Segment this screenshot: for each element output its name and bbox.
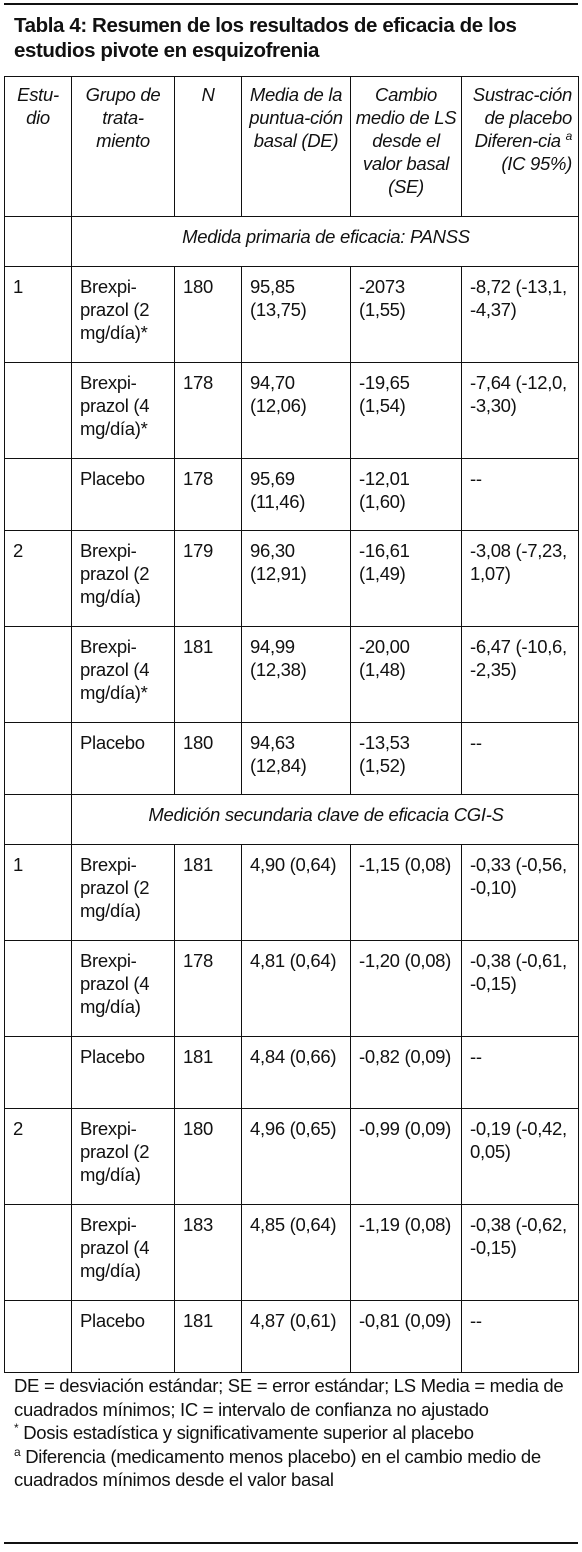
- cell-n: 178: [175, 941, 242, 1037]
- cell-n: 181: [175, 627, 242, 723]
- footnote-star: [14, 1421, 570, 1445]
- table-row: [5, 267, 579, 363]
- section-blank-cell: [5, 217, 72, 267]
- cell-n: 179: [175, 531, 242, 627]
- table-row: [5, 723, 579, 795]
- table-row: [5, 531, 579, 627]
- cell-grupo: Brexpi-prazol (2 mg/día): [72, 1109, 175, 1205]
- cell-media: 4,96 (0,65): [242, 1109, 351, 1205]
- section-label: Medida primaria de eficacia: PANSS: [72, 217, 579, 267]
- table-footnotes: [4, 1368, 578, 1544]
- footnote-a: [14, 1445, 570, 1492]
- cell-n: 178: [175, 459, 242, 531]
- cell-estudio: [5, 459, 72, 531]
- header-sustraccion-ci: (IC 95%): [501, 153, 572, 174]
- cell-cambio: -1,15 (0,08): [351, 845, 462, 941]
- cell-grupo: Brexpi-prazol (2 mg/día)*: [72, 267, 175, 363]
- cell-estudio: 1: [5, 267, 72, 363]
- cell-estudio: [5, 627, 72, 723]
- cell-estudio: [5, 363, 72, 459]
- cell-media: 4,87 (0,61): [242, 1301, 351, 1373]
- header-sustraccion: [462, 77, 579, 217]
- cell-dif: --: [462, 1301, 579, 1373]
- cell-grupo: Brexpi-prazol (4 mg/día)*: [72, 627, 175, 723]
- cell-media: 96,30 (12,91): [242, 531, 351, 627]
- cell-n: 181: [175, 1037, 242, 1109]
- cell-dif: --: [462, 1037, 579, 1109]
- section-label: Medición secundaria clave de eficacia CGI-S: [72, 795, 579, 845]
- cell-media: 4,90 (0,64): [242, 845, 351, 941]
- cell-cambio: -16,61 (1,49): [351, 531, 462, 627]
- cell-estudio: 2: [5, 531, 72, 627]
- cell-grupo: Brexpi-prazol (2 mg/día): [72, 845, 175, 941]
- cell-grupo: Brexpi-prazol (2 mg/día): [72, 531, 175, 627]
- cell-cambio: -0,81 (0,09): [351, 1301, 462, 1373]
- section-row: [5, 795, 579, 845]
- table-row: [5, 459, 579, 531]
- cell-estudio: [5, 941, 72, 1037]
- cell-cambio: -2073 (1,55): [351, 267, 462, 363]
- cell-n: 183: [175, 1205, 242, 1301]
- cell-media: 4,81 (0,64): [242, 941, 351, 1037]
- cell-media: 94,99 (12,38): [242, 627, 351, 723]
- cell-cambio: -1,19 (0,08): [351, 1205, 462, 1301]
- header-n: N: [175, 77, 242, 217]
- cell-media: 95,69 (11,46): [242, 459, 351, 531]
- cell-estudio: [5, 723, 72, 795]
- table-row: [5, 1109, 579, 1205]
- cell-dif: --: [462, 459, 579, 531]
- cell-grupo: Placebo: [72, 1301, 175, 1373]
- header-sustraccion-footnote-mark: a: [565, 128, 572, 143]
- table-row: [5, 1301, 579, 1373]
- header-media-basal: Media de la puntua-ción basal (DE): [242, 77, 351, 217]
- cell-dif: -0,33 (-0,56, -0,10): [462, 845, 579, 941]
- cell-estudio: [5, 1205, 72, 1301]
- cell-dif: --: [462, 723, 579, 795]
- cell-n: 180: [175, 1109, 242, 1205]
- header-grupo: Grupo de trata-miento: [72, 77, 175, 217]
- footnote-star-mark: *: [14, 1420, 19, 1435]
- table-row: [5, 845, 579, 941]
- cell-dif: -0,19 (-0,42, 0,05): [462, 1109, 579, 1205]
- cell-cambio: -0,99 (0,09): [351, 1109, 462, 1205]
- cell-grupo: Placebo: [72, 1037, 175, 1109]
- cell-estudio: [5, 1301, 72, 1373]
- cell-estudio: 1: [5, 845, 72, 941]
- cell-grupo: Brexpi-prazol (4 mg/día): [72, 1205, 175, 1301]
- table-row: [5, 363, 579, 459]
- cell-n: 180: [175, 723, 242, 795]
- cell-n: 181: [175, 1301, 242, 1373]
- cell-dif: -6,47 (-10,6, -2,35): [462, 627, 579, 723]
- cell-n: 178: [175, 363, 242, 459]
- cell-media: 4,85 (0,64): [242, 1205, 351, 1301]
- cell-dif: -7,64 (-12,0, -3,30): [462, 363, 579, 459]
- cell-estudio: 2: [5, 1109, 72, 1205]
- cell-cambio: -19,65 (1,54): [351, 363, 462, 459]
- footnote-star-text: Dosis estadística y significativamente superior al placebo: [23, 1422, 474, 1443]
- header-estudio: Estu-dio: [5, 77, 72, 217]
- cell-estudio: [5, 1037, 72, 1109]
- cell-cambio: -1,20 (0,08): [351, 941, 462, 1037]
- header-cambio: Cambio medio de LS desde el valor basal (SE): [351, 77, 462, 217]
- table-row: [5, 941, 579, 1037]
- header-row: [5, 77, 579, 217]
- cell-media: 4,84 (0,66): [242, 1037, 351, 1109]
- header-sustraccion-text: Sustrac-ción de placebo Diferen-cia: [472, 84, 572, 151]
- footnote-a-mark: a: [14, 1444, 21, 1459]
- table-row: [5, 627, 579, 723]
- cell-dif: -8,72 (-13,1, -4,37): [462, 267, 579, 363]
- cell-cambio: -13,53 (1,52): [351, 723, 462, 795]
- cell-grupo: Placebo: [72, 459, 175, 531]
- section-row: [5, 217, 579, 267]
- table-body: [5, 217, 579, 1373]
- table-row: [5, 1205, 579, 1301]
- cell-cambio: -12,01 (1,60): [351, 459, 462, 531]
- cell-dif: -0,38 (-0,62, -0,15): [462, 1205, 579, 1301]
- cell-grupo: Brexpi-prazol (4 mg/día): [72, 941, 175, 1037]
- cell-grupo: Brexpi-prazol (4 mg/día)*: [72, 363, 175, 459]
- cell-media: 95,85 (13,75): [242, 267, 351, 363]
- footnote-a-text: Diferencia (medicamento menos placebo) en el cambio medio de cuadrados mínimos desde el valor basal: [14, 1445, 541, 1490]
- cell-grupo: Placebo: [72, 723, 175, 795]
- footnote-abbreviations: DE = desviación estándar; SE = error estándar; LS Media = media de cuadrados mínimos; IC = intervalo de confianza no ajustado: [14, 1375, 564, 1420]
- cell-dif: -3,08 (-7,23, 1,07): [462, 531, 579, 627]
- section-blank-cell: [5, 795, 72, 845]
- cell-dif: -0,38 (-0,61, -0,15): [462, 941, 579, 1037]
- table-title: Tabla 4: Resumen de los resultados de eficacia de los estudios pivote en esquizofrenia: [4, 3, 578, 63]
- cell-n: 181: [175, 845, 242, 941]
- cell-media: 94,63 (12,84): [242, 723, 351, 795]
- cell-n: 180: [175, 267, 242, 363]
- cell-cambio: -0,82 (0,09): [351, 1037, 462, 1109]
- table-row: [5, 1037, 579, 1109]
- cell-media: 94,70 (12,06): [242, 363, 351, 459]
- efficacy-table: [4, 76, 579, 1373]
- cell-cambio: -20,00 (1,48): [351, 627, 462, 723]
